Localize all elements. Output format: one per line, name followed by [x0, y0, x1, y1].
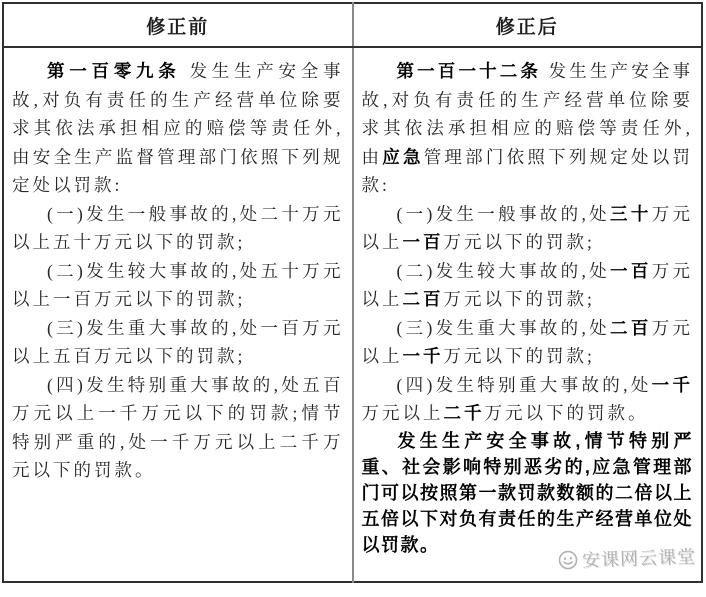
- watermark-text: 安课网云课堂: [581, 546, 697, 571]
- paragraph: [362, 200, 694, 257]
- body-text: 万元以上: [361, 260, 694, 309]
- body-text: (四)发生特别重大事故的,处: [396, 374, 652, 395]
- changed-text: 发生生产安全事故,情节特别严重、社会影响特别恶劣的,应急管理部门可以按照第一款罚款数额的二倍以上五倍以下对负有责任的生产经营单位处以罚款。: [361, 430, 693, 555]
- changed-text: 第一百一十二条: [396, 61, 542, 81]
- changed-text: 二百: [610, 317, 652, 338]
- paragraph: [362, 314, 694, 371]
- paragraph: [12, 57, 344, 200]
- paragraph: [362, 257, 694, 314]
- column-header-before: 修正前: [3, 3, 353, 47]
- changed-text: 二千: [443, 403, 485, 423]
- changed-text: 第一百零九条: [47, 61, 181, 81]
- body-text: 发生生产安全事故,对负有责任的生产经营单位除要求其依法承担相应的赔偿等责任外,由安全生产监督管理部门依照下列规定处以罚款:: [12, 61, 344, 195]
- body-text: (二)发生较大事故的,处五十万元以上一百万元以下的罚款;: [12, 260, 344, 309]
- changed-text: 三十: [610, 203, 652, 224]
- after-cell: [353, 47, 703, 582]
- column-header-after: 修正后: [353, 3, 703, 47]
- header-row: [3, 3, 702, 47]
- body-text: (三)发生重大事故的,处一百万元以上五百万元以下的罚款;: [12, 317, 344, 366]
- body-text: 万元以上: [361, 317, 694, 366]
- changed-text: 二百: [402, 289, 444, 309]
- paragraph: [12, 314, 344, 371]
- paragraph: [12, 371, 344, 485]
- comparison-table: [2, 2, 703, 583]
- body-text: (一)发生一般事故的,处: [396, 203, 611, 224]
- paragraph-emphasized: [362, 428, 694, 558]
- body-text: (二)发生较大事故的,处: [396, 260, 611, 281]
- content-row: [3, 47, 702, 582]
- body-text: 发生生产安全事故,对负有责任的生产经营单位除要求其依法承担相应的赔偿等责任外,由: [361, 61, 693, 167]
- body-text: (三)发生重大事故的,处: [396, 317, 611, 338]
- changed-text: 一百: [402, 232, 444, 252]
- changed-text: 一百: [610, 260, 652, 281]
- changed-text: 应急: [382, 146, 424, 167]
- body-text: 管理部门依照下列规定处以罚款:: [361, 146, 694, 195]
- body-text: (一)发生一般事故的,处二十万元以上五十万元以下的罚款;: [12, 203, 344, 252]
- paragraph: [12, 200, 344, 257]
- body-text: 万元以上: [361, 203, 694, 252]
- changed-text: 一千: [651, 374, 694, 395]
- body-text: 万元以上: [361, 403, 444, 423]
- paragraph: [362, 371, 694, 428]
- changed-text: 一千: [402, 346, 444, 366]
- paragraph: [12, 257, 344, 314]
- body-text: 万元以下的罚款。: [484, 403, 649, 423]
- body-text: 万元以下的罚款;: [443, 289, 595, 309]
- paragraph: [362, 57, 694, 200]
- before-cell: [3, 47, 353, 582]
- body-text: (四)发生特别重大事故的,处五百万元以上一千万元以下的罚款;情节特别严重的,处一千万元以上二千万元以下的罚款。: [12, 374, 344, 480]
- body-text: 万元以下的罚款;: [443, 346, 595, 366]
- body-text: 万元以下的罚款;: [443, 232, 595, 252]
